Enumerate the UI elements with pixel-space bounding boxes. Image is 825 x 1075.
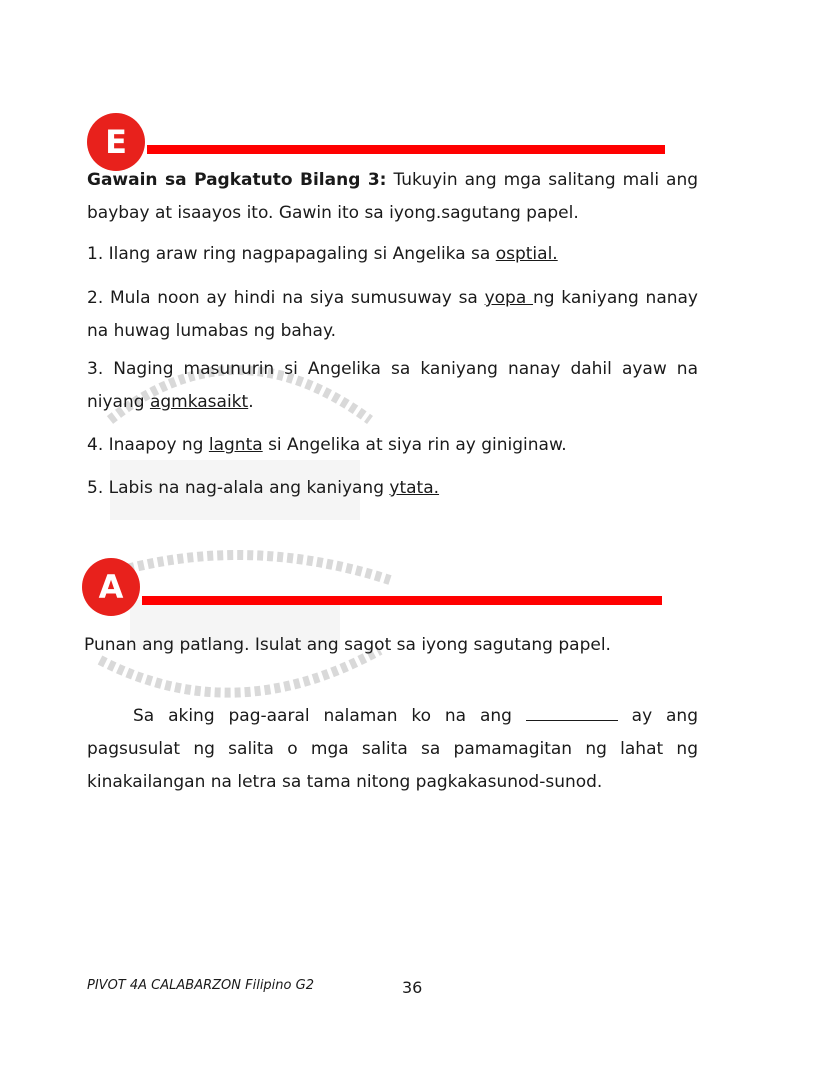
answer-blank bbox=[526, 706, 618, 721]
misspelled-word: yopa bbox=[484, 288, 533, 308]
misspelled-word: agmkasaikt bbox=[149, 392, 249, 412]
item-text: ng kaniyang nanay na huwag lumabas ng bahay. bbox=[87, 288, 698, 341]
footer-source: PIVOT 4A CALABARZON Filipino G2 bbox=[87, 978, 314, 993]
misspelled-word: ytata. bbox=[389, 478, 440, 498]
item-text: 5. Labis na nag-alala ang kaniyang bbox=[87, 478, 390, 498]
section-e-bar bbox=[147, 145, 665, 154]
activity-instruction-text: Tukuyin ang mga salitang mali ang baybay at isaayos ito. Gawin ito sa iyong.sagutang papel. bbox=[87, 170, 699, 223]
list-item bbox=[87, 472, 698, 505]
section-a-bar bbox=[142, 596, 662, 605]
item-text: 3. Naging masunurin si Angelika sa kaniyang nanay dahil ayaw na niyang bbox=[87, 359, 698, 412]
list-item bbox=[87, 282, 698, 348]
section-e-badge: E bbox=[87, 113, 145, 171]
list-item bbox=[87, 429, 698, 462]
section-a-badge: A bbox=[82, 558, 140, 616]
page-number: 36 bbox=[402, 978, 423, 997]
activity-title: Gawain sa Pagkatuto Bilang 3: bbox=[87, 170, 387, 190]
fill-in-sentence bbox=[87, 700, 698, 799]
misspelled-word: osptial. bbox=[495, 244, 558, 264]
sentence-after: ay ang pagsusulat ng salita o mga salita sa pamamagitan ng lahat ng kinakailangan na letra sa tama nitong pagkakasunod-sunod. bbox=[87, 706, 698, 792]
list-item bbox=[87, 353, 698, 419]
item-text: 1. Ilang araw ring nagpapagaling si Angelika sa bbox=[87, 244, 496, 264]
item-text: 4. Inaapoy ng bbox=[87, 435, 209, 455]
list-item bbox=[87, 238, 698, 271]
misspelled-word: lagnta bbox=[208, 435, 263, 455]
section-a-header bbox=[82, 558, 664, 618]
sentence-before: Sa aking pag-aaral nalaman ko na ang bbox=[133, 706, 526, 726]
item-text: 2. Mula noon ay hindi na siya sumusuway sa bbox=[87, 288, 485, 308]
fill-in-instructions: Punan ang patlang. Isulat ang sagot sa iyong sagutang papel. bbox=[84, 635, 611, 655]
item-text: . bbox=[248, 392, 254, 412]
item-text: si Angelika at siya rin ay giniginaw. bbox=[262, 435, 567, 455]
activity-instructions bbox=[87, 164, 698, 230]
